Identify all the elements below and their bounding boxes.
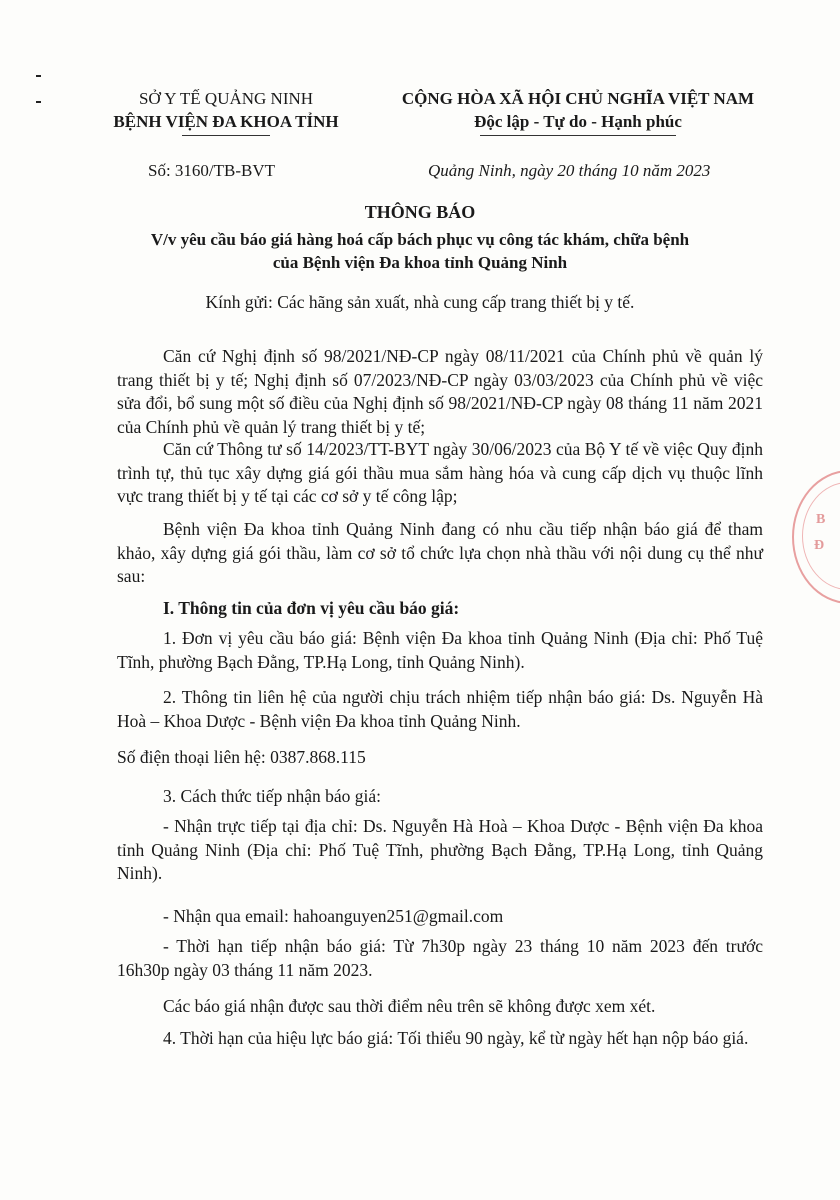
receiving-deadline: - Thời hạn tiếp nhận báo giá: Từ 7h30p ngày 23 tháng 10 năm 2023 đến trước 16h30p ngày 03 tháng 11 năm 2023. — [117, 936, 763, 980]
issuing-organization — [96, 87, 356, 133]
list-item-receiving-method: 3. Cách thức tiếp nhận báo giá: — [163, 786, 381, 806]
receiving-method-in-person: - Nhận trực tiếp tại địa chỉ: Ds. Nguyễn Hà Hoà – Khoa Dược - Bệnh viện Đa khoa tỉnh Quảng Ninh (Địa chỉ: Phố Tuệ Tĩnh, phường Bạch Đằng, TP.Hạ Long, tỉnh Quảng Ninh). — [117, 816, 763, 883]
place-and-date: Quảng Ninh, ngày 20 tháng 10 năm 2023 — [428, 161, 711, 180]
section-heading-1: I. Thông tin của đơn vị yêu cầu báo giá: — [163, 598, 460, 618]
national-header — [376, 87, 780, 133]
nation-line-2: Độc lập - Tự do - Hạnh phúc — [474, 112, 682, 131]
paragraph-legal-basis-2: Căn cứ Thông tư số 14/2023/TT-BYT ngày 30/06/2023 của Bộ Y tế về việc Quy định trình tự, thủ tục xây dựng giá gói thầu mua sắm hàng hóa và cung cấp dịch vụ thuộc lĩnh vực trang thiết bị y tế tại các cơ sở y tế công lập; — [117, 439, 763, 506]
red-seal-stamp — [792, 470, 840, 604]
paragraph-purpose: Bệnh viện Đa khoa tỉnh Quảng Ninh đang có nhu cầu tiếp nhận báo giá để tham khảo, xây dựng giá gói thầu, làm cơ sở tổ chức lựa chọn nhà thầu với nội dung cụ thể như sau: — [117, 519, 763, 586]
list-item-requesting-unit: 1. Đơn vị yêu cầu báo giá: Bệnh viện Đa khoa tỉnh Quảng Ninh (Địa chỉ: Phố Tuệ Tĩnh, phường Bạch Đằng, TP.Hạ Long, tỉnh Quảng Ninh). — [117, 628, 763, 672]
org-underline — [182, 135, 270, 136]
receiving-method-email: - Nhận qua email: hahoanguyen251@gmail.com — [163, 906, 504, 926]
document-title: THÔNG BÁO — [364, 202, 476, 222]
nation-underline — [480, 135, 676, 136]
stamp-inner-ring — [802, 482, 840, 590]
late-quotation-note: Các báo giá nhận được sau thời điểm nêu trên sẽ không được xem xét. — [163, 996, 656, 1016]
scan-mark — [36, 75, 41, 77]
org-line-2: BỆNH VIỆN ĐA KHOA TỈNH — [113, 112, 339, 131]
document-number: Số: 3160/TB-BVT — [148, 161, 276, 180]
scan-mark — [36, 101, 41, 103]
paragraph-legal-basis-1: Căn cứ Nghị định số 98/2021/NĐ-CP ngày 08/11/2021 của Chính phủ về quản lý trang thiết bị y tế; Nghị định số 07/2023/NĐ-CP ngày 03/03/2023 của Chính phủ về việc sửa đổi, bổ sung một số điều của Nghị định số 98/2021/NĐ-CP ngày 08 tháng 11 năm 2021 của Chính phủ về quản lý trang thiết bị y tế; — [117, 346, 763, 437]
subject-line-1: V/v yêu cầu báo giá hàng hoá cấp bách phục vụ công tác khám, chữa bệnh — [150, 230, 690, 249]
subject-line-2: của Bệnh viện Đa khoa tỉnh Quảng Ninh — [272, 253, 568, 272]
list-item-quotation-validity: 4. Thời hạn của hiệu lực báo giá: Tối thiểu 90 ngày, kể từ ngày hết hạn nộp báo giá. — [163, 1028, 749, 1048]
stamp-text-2: Đ — [814, 538, 825, 553]
list-item-contact-person: 2. Thông tin liên hệ của người chịu trách nhiệm tiếp nhận báo giá: Ds. Nguyễn Hà Hoà – Khoa Dược - Bệnh viện Đa khoa tỉnh Quảng Ninh. — [117, 687, 763, 731]
stamp-text-1: B — [816, 512, 826, 527]
nation-line-1: CỘNG HÒA XÃ HỘI CHỦ NGHĨA VIỆT NAM — [401, 89, 755, 108]
org-line-1: SỞ Y TẾ QUẢNG NINH — [138, 89, 314, 108]
contact-phone: Số điện thoại liên hệ: 0387.868.115 — [117, 747, 366, 767]
recipient-line: Kính gửi: Các hãng sản xuất, nhà cung cấp trang thiết bị y tế. — [205, 292, 635, 312]
document-subject — [60, 228, 780, 274]
